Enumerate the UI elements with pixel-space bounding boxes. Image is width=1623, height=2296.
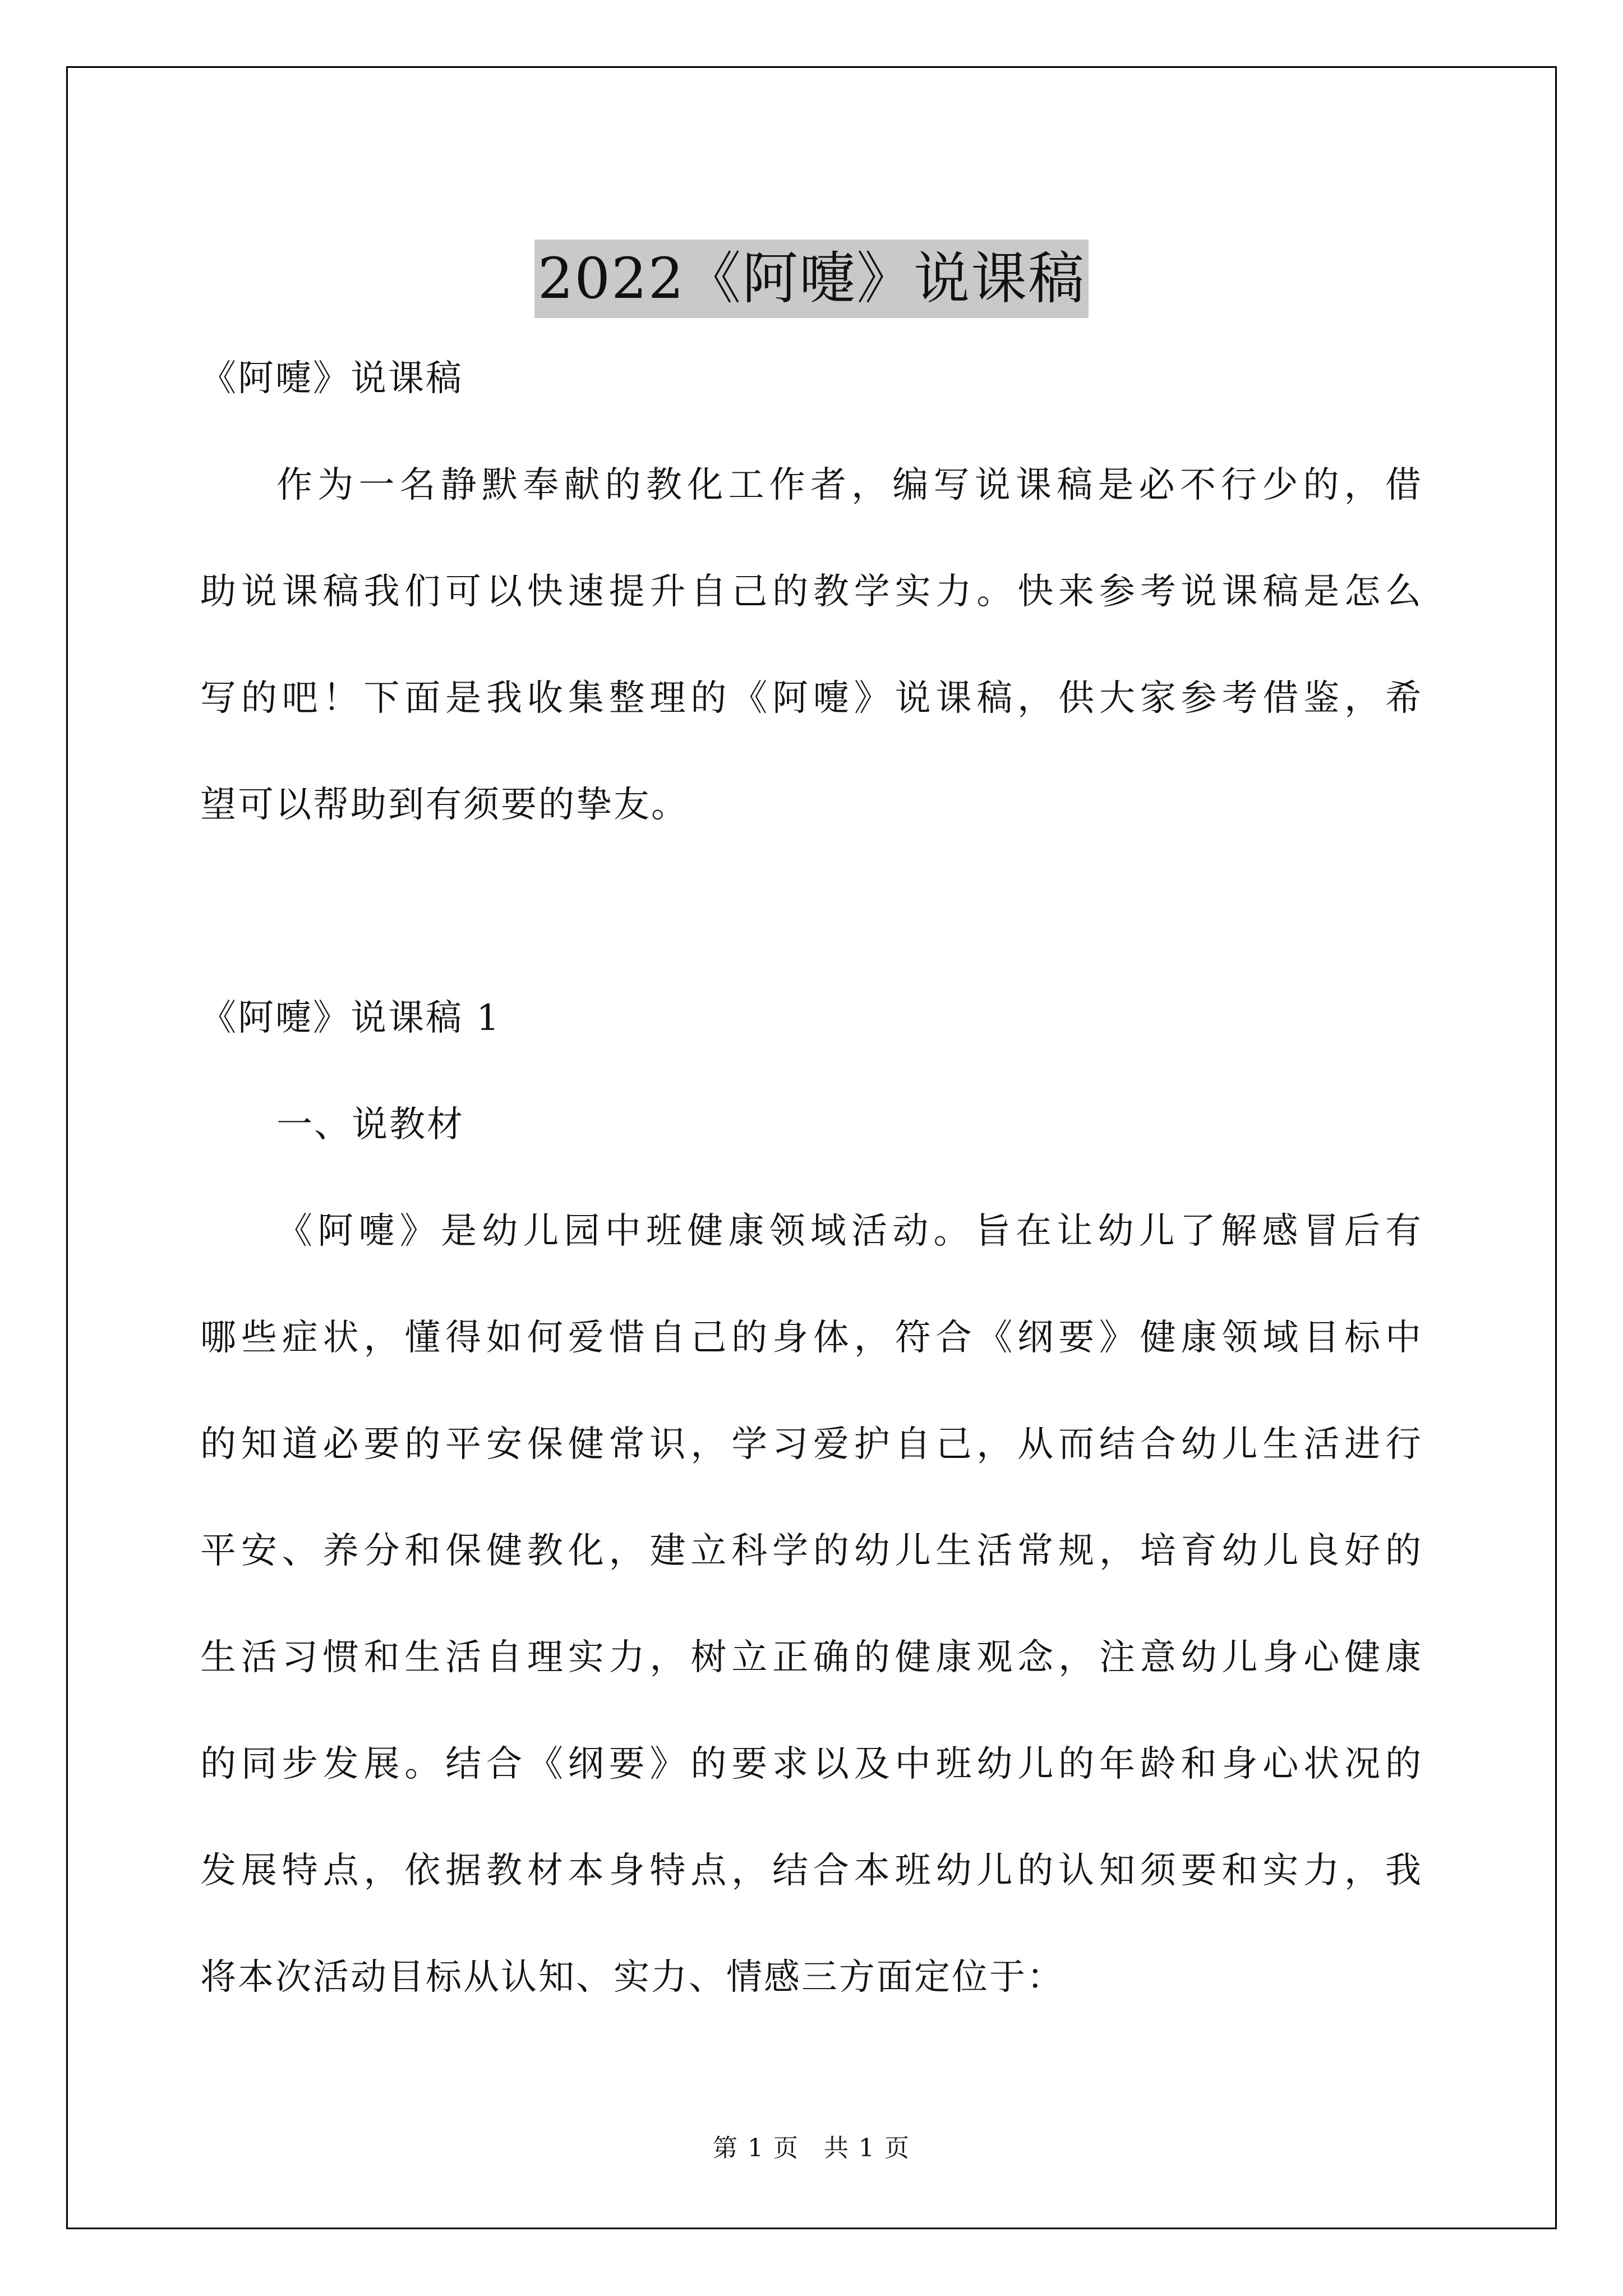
body-line-4: 平安、养分和保健教化，建立科学的幼儿生活常规，培育幼儿良好的 bbox=[200, 1530, 1423, 1572]
body-line-1: 《阿嚏》是幼儿园中班健康领域活动。旨在让幼儿了解感冒后有 bbox=[276, 1211, 1423, 1252]
section-heading: 《阿嚏》说课稿 1 bbox=[200, 997, 501, 1039]
subtitle: 《阿嚏》说课稿 bbox=[200, 358, 463, 399]
page-number: 第 1 页 bbox=[713, 2134, 799, 2162]
document-title: 2022《阿嚏》说课稿 bbox=[534, 240, 1089, 318]
paragraph-gap bbox=[200, 881, 1423, 987]
intro-line-4: 望可以帮助到有须要的挚友。 bbox=[200, 784, 689, 826]
intro-line-3: 写的吧！下面是我收集整理的《阿嚏》说课稿，供大家参考借鉴，希 bbox=[200, 678, 1423, 719]
body-line-6: 的同步发展。结合《纲要》的要求以及中班幼儿的年龄和身心状况的 bbox=[200, 1743, 1423, 1785]
body-line-2: 哪些症状，懂得如何爱惜自己的身体，符合《纲要》健康领域目标中 bbox=[200, 1317, 1423, 1359]
intro-line-2: 助说课稿我们可以快速提升自己的教学实力。快来参考说课稿是怎么 bbox=[200, 571, 1423, 613]
page-total: 共 1 页 bbox=[824, 2134, 910, 2162]
page-footer bbox=[0, 2132, 1623, 2165]
body-line-5: 生活习惯和生活自理实力，树立正确的健康观念，注意幼儿身心健康 bbox=[200, 1637, 1423, 1678]
intro-line-1: 作为一名静默奉献的教化工作者，编写说课稿是必不行少的，借 bbox=[276, 464, 1423, 506]
title-wrap bbox=[0, 202, 1623, 356]
subsection-heading: 一、说教材 bbox=[276, 1104, 464, 1145]
body-line-8: 将本次活动目标从认知、实力、情感三方面定位于： bbox=[200, 1957, 1064, 1998]
body-line-3: 的知道必要的平安保健常识，学习爱护自己，从而结合幼儿生活进行 bbox=[200, 1424, 1423, 1465]
document-body bbox=[200, 348, 1423, 2053]
body-line-7: 发展特点，依据教材本身特点，结合本班幼儿的认知须要和实力，我 bbox=[200, 1850, 1423, 1892]
